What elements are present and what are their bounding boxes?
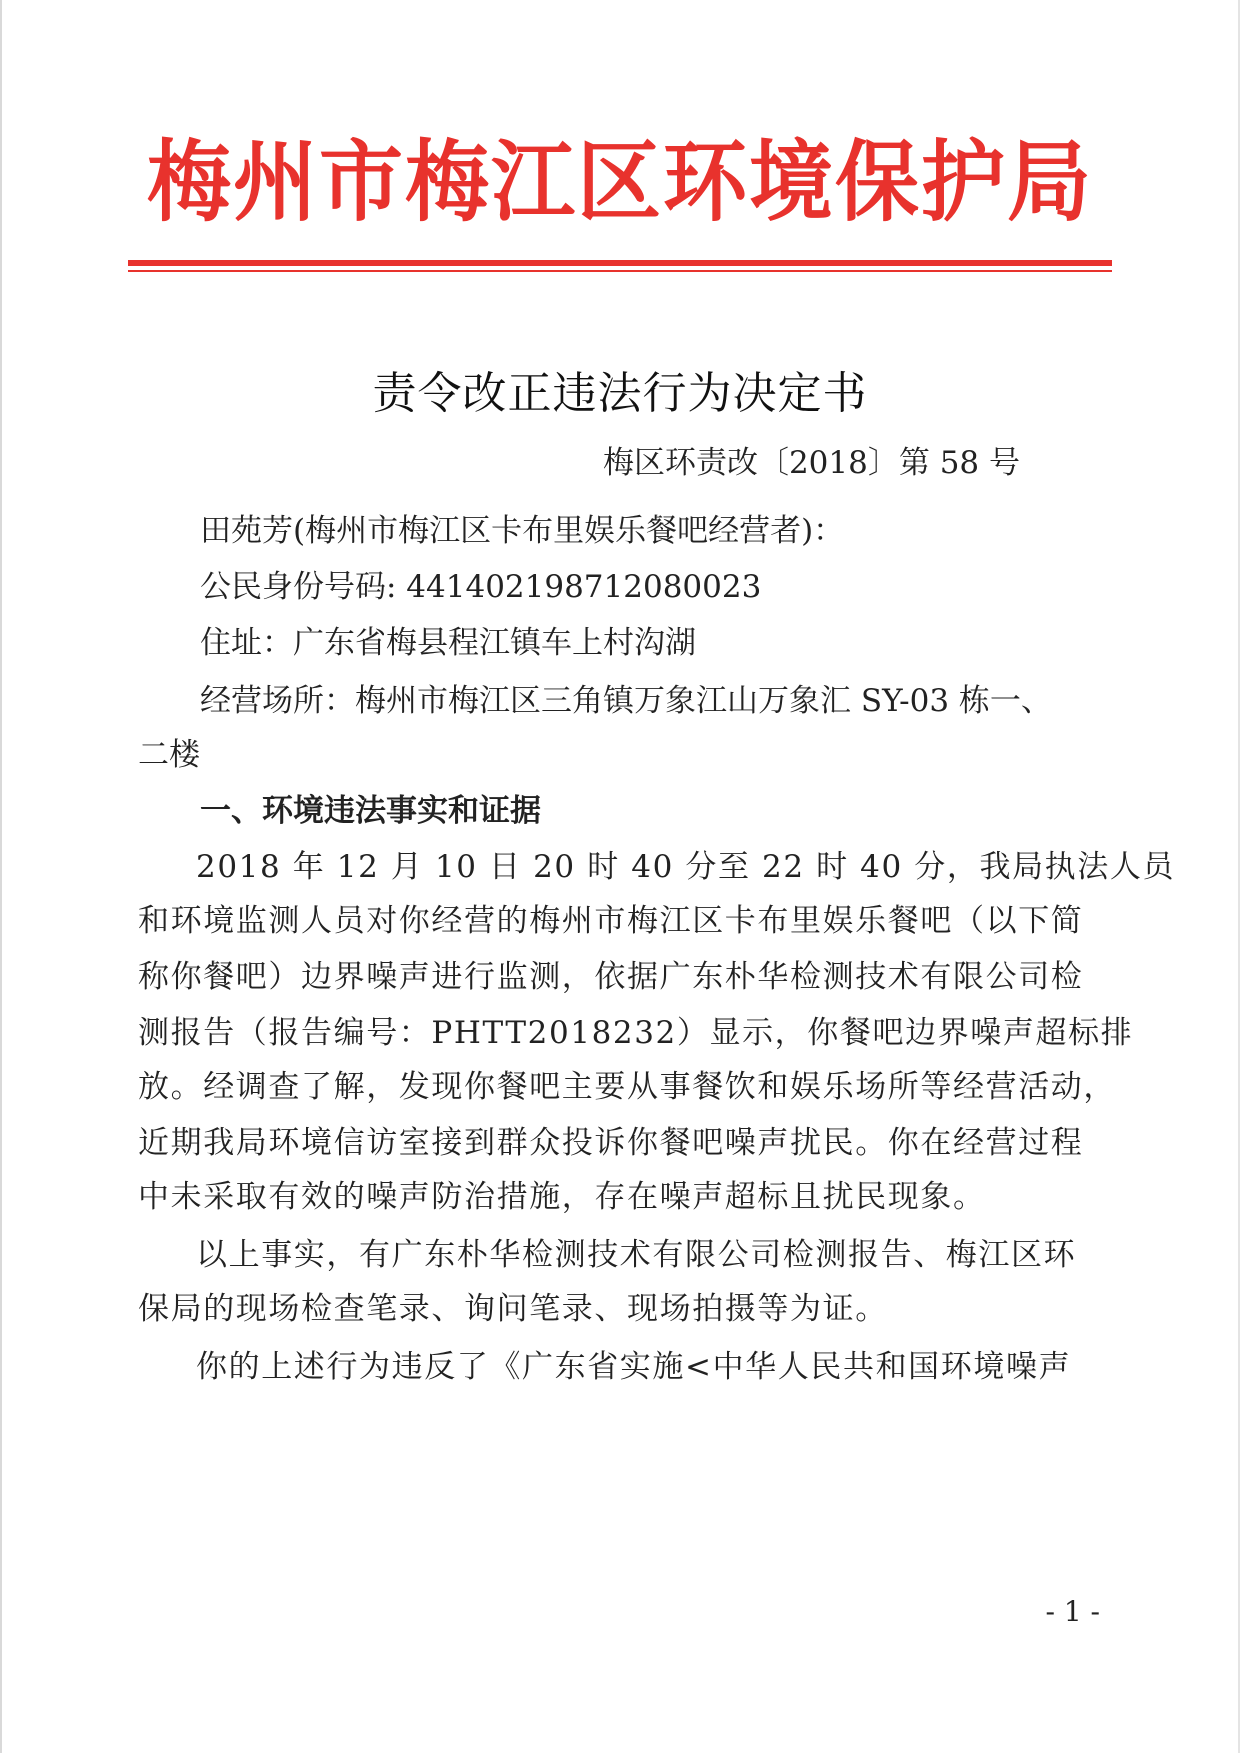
id-number-line: 公民身份号码: 441402198712080023 (200, 569, 762, 605)
venue-line-1: 经营场所：梅州市梅江区三角镇万象江山万象汇 SY-03 栋一、 (200, 683, 1052, 719)
paragraph-1-line: 近期我局环境信访室接到群众投诉你餐吧噪声扰民。你在经营过程 (138, 1125, 1084, 1161)
issuing-agency-masthead: 梅州市梅江区环境保护局 (146, 129, 1093, 234)
venue-line-2: 二楼 (138, 737, 200, 773)
document-title: 责令改正违法行为决定书 (372, 368, 868, 419)
address-line: 住址：广东省梅县程江镇车上村沟湖 (200, 625, 696, 661)
paragraph-2-line: 以上事实，有广东朴华检测技术有限公司检测报告、梅江区环 (196, 1237, 1077, 1273)
paragraph-1-line: 2018 年 12 月 10 日 20 时 40 分至 22 时 40 分，我局执法人员 (196, 849, 1176, 885)
paragraph-1-line: 称你餐吧）边界噪声进行监测，依据广东朴华检测技术有限公司检 (138, 959, 1084, 995)
paragraph-2-line: 保局的现场检查笔录、询问笔录、现场拍摄等为证。 (138, 1291, 888, 1327)
paragraph-1-line: 测报告（报告编号：PHTT2018232）显示，你餐吧边界噪声超标排 (138, 1015, 1134, 1051)
section-1-heading: 一、环境违法事实和证据 (200, 793, 541, 829)
addressee-line: 田苑芳(梅州市梅江区卡布里娱乐餐吧经营者)： (200, 513, 845, 549)
masthead-red-rule-thin (128, 270, 1112, 272)
masthead-red-rule (128, 260, 1112, 266)
paragraph-1-line: 和环境监测人员对你经营的梅州市梅江区卡布里娱乐餐吧（以下简 (138, 903, 1084, 939)
paragraph-1-line: 中未采取有效的噪声防治措施，存在噪声超标且扰民现象。 (138, 1179, 986, 1215)
document-number: 梅区环责改〔2018〕第 58 号 (602, 445, 1020, 481)
paragraph-3-line: 你的上述行为违反了《广东省实施<中华人民共和国环境噪声 (196, 1349, 1072, 1385)
paragraph-1-line: 放。经调查了解，发现你餐吧主要从事餐饮和娱乐场所等经营活动， (138, 1069, 1116, 1105)
page-number: - 1 - (1045, 1595, 1100, 1628)
